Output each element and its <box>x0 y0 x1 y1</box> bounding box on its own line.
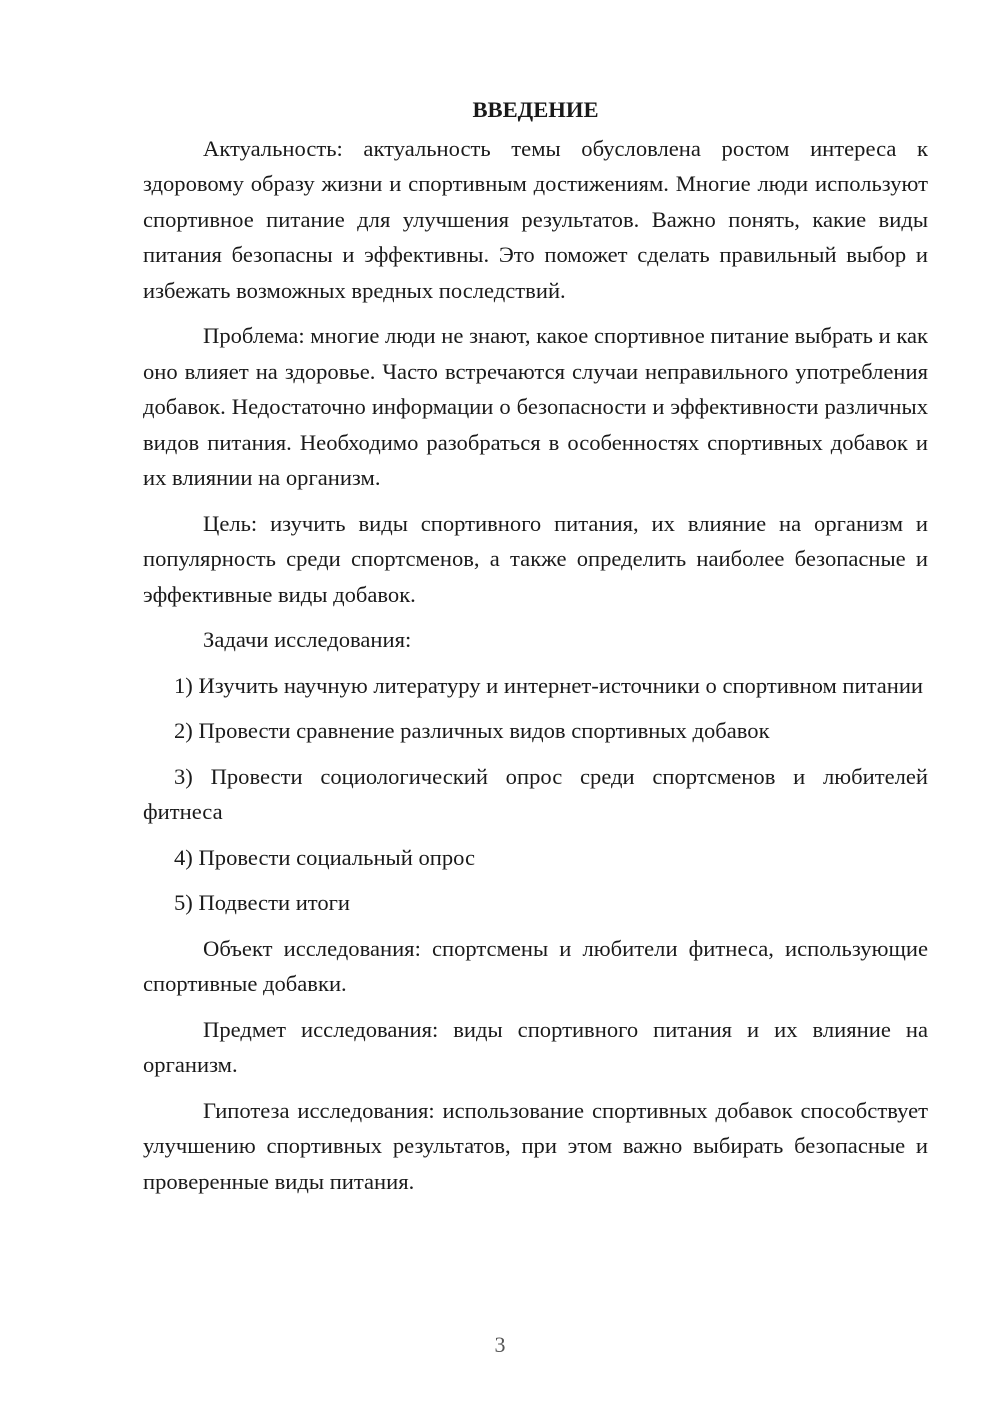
task-item-2: 2) Провести сравнение различных видов спортивных добавок <box>174 718 770 743</box>
tasks-heading: Задачи исследования: <box>203 627 412 652</box>
section-title: ВВЕДЕНИЕ <box>472 97 599 122</box>
hypothesis-paragraph: Гипотеза исследования: использование спортивных добавок способствует улучшению спортивных результатов, при этом важно выбирать безопасные и проверенные виды питания. <box>143 1097 928 1194</box>
task-item-3: 3) Провести социологический опрос среди спортсменов и любителей фитнеса <box>143 763 928 824</box>
goal-paragraph: Цель: изучить виды спортивного питания, их влияние на организм и популярность среди спортсменов, а также определить наиболее безопасные и эффективные виды добавок. <box>143 510 928 607</box>
task-item-4: 4) Провести социальный опрос <box>174 844 476 870</box>
page-content <box>143 92 928 1209</box>
problem-paragraph: Проблема: многие люди не знают, какое спортивное питание выбрать и как оно влияет на здоровье. Часто встречаются случаи неправильного употребления добавок. Недостаточно информации о безопасности и эффективности различных видов питания. Необходимо разобраться в особенностях спортивных добавок и их влиянии на организм. <box>143 323 928 490</box>
task-item-1: 1) Изучить научную литературу и интернет-источники о спортивном питании <box>174 672 924 698</box>
relevance-paragraph: Актуальность: актуальность темы обусловлена ростом интереса к здоровому образу жизни и спортивным достижениям. Многие люди используют спортивное питание для улучшения результатов. Важно понять, какие виды питания безопасны и эффективны. Это поможет сделать правильный выбор и избежать возможных вредных последствий. <box>143 135 928 303</box>
subject-paragraph: Предмет исследования: виды спортивного питания и их влияние на организм. <box>143 1016 928 1077</box>
page-number: 3 <box>494 1332 506 1357</box>
tasks-list <box>143 668 928 921</box>
object-paragraph: Объект исследования: спортсмены и любители фитнеса, использующие спортивные добавки. <box>143 935 928 996</box>
task-item-5: 5) Подвести итоги <box>174 890 351 915</box>
